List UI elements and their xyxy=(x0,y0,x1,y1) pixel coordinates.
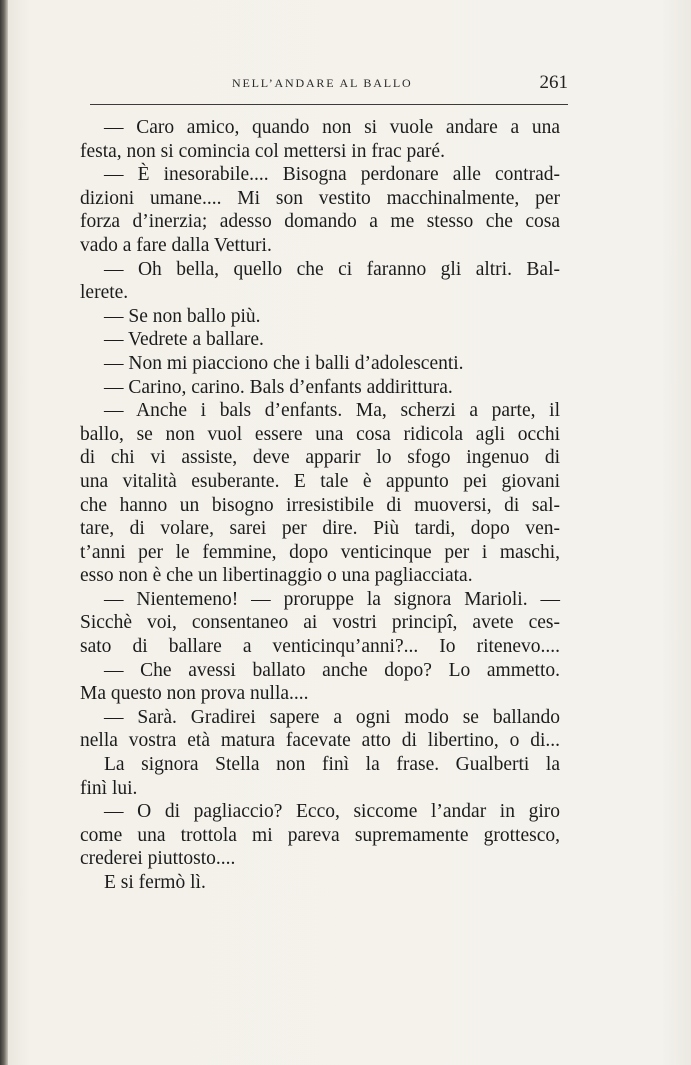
text-line: di chi vi assiste, deve apparir lo sfogo ingenuo di xyxy=(80,447,560,469)
text-line: forza d’inerzia; adesso domando a me stesso che cosa xyxy=(80,211,560,233)
text-line: — Nientemeno! — proruppe la signora Marioli. — xyxy=(104,588,560,610)
page-spine-edge xyxy=(0,0,8,1065)
text-line: una vitalità esuberante. E tale è appunto pei giovani xyxy=(80,470,560,492)
page-number: 261 xyxy=(539,72,568,93)
text-line: esso non è che un libertinaggio o una pagliacciata. xyxy=(80,565,473,587)
text-line: E si fermò lì. xyxy=(104,872,206,893)
text-line: sato di ballare a venticinqu’anni?... Io ritenevo.... xyxy=(80,636,560,658)
text-line: — Oh bella, quello che ci faranno gli altri. Bal- xyxy=(104,258,560,280)
text-line: festa, non si comincia col mettersi in frac paré. xyxy=(80,140,445,162)
text-line: ballo, se non vuol essere una cosa ridicola agli occhi xyxy=(80,423,560,445)
text-line: lerete. xyxy=(80,282,129,304)
text-line: — Carino, carino. Bals d’enfants addirittura. xyxy=(104,376,453,398)
text-line: crederei piuttosto.... xyxy=(80,848,236,870)
running-title: NELL’ANDARE AL BALLO xyxy=(232,76,413,90)
text-line: — Non mi piacciono che i balli d’adolescenti. xyxy=(104,352,464,374)
body-text xyxy=(80,116,560,895)
text-line: Ma questo non prova nulla.... xyxy=(80,683,309,705)
text-line: — Che avessi ballato anche dopo? Lo ammetto. xyxy=(104,659,560,681)
text-line: nella vostra età matura facevate atto di libertino, o di... xyxy=(80,730,560,752)
header-rule xyxy=(90,104,568,105)
text-line: — Se non ballo più. xyxy=(104,305,261,327)
text-line: t’anni per le femmine, dopo venticinque per i maschi, xyxy=(80,541,560,563)
text-line: finì lui. xyxy=(80,777,138,799)
text-line: — O di pagliaccio? Ecco, siccome l’andar in giro xyxy=(104,801,560,823)
text-line: — Anche i bals d’enfants. Ma, scherzi a parte, il xyxy=(104,400,560,422)
text-line: La signora Stella non finì la frase. Gualberti la xyxy=(104,754,560,776)
text-line: tare, di volare, sarei per dire. Più tardi, dopo ven- xyxy=(80,518,560,540)
text-line: — Sarà. Gradirei sapere a ogni modo se ballando xyxy=(104,706,560,728)
text-line: — Vedrete a ballare. xyxy=(104,329,264,351)
text-line: vado a fare dalla Vetturi. xyxy=(80,234,272,256)
text-line: dizioni umane.... Mi son vestito macchinalmente, per xyxy=(80,187,560,209)
text-line: che hanno un bisogno irresistibile di muoversi, di sal- xyxy=(80,494,560,516)
page-header xyxy=(90,74,568,98)
text-line: — È inesorabile.... Bisogna perdonare alle contrad- xyxy=(104,164,560,186)
text-line: Sicchè voi, consentaneo ai vostri principî, avete ces- xyxy=(80,612,560,634)
text-line: — Caro amico, quando non si vuole andare a una xyxy=(104,117,560,138)
text-line: come una trottola mi pareva supremamente grottesco, xyxy=(80,824,560,846)
